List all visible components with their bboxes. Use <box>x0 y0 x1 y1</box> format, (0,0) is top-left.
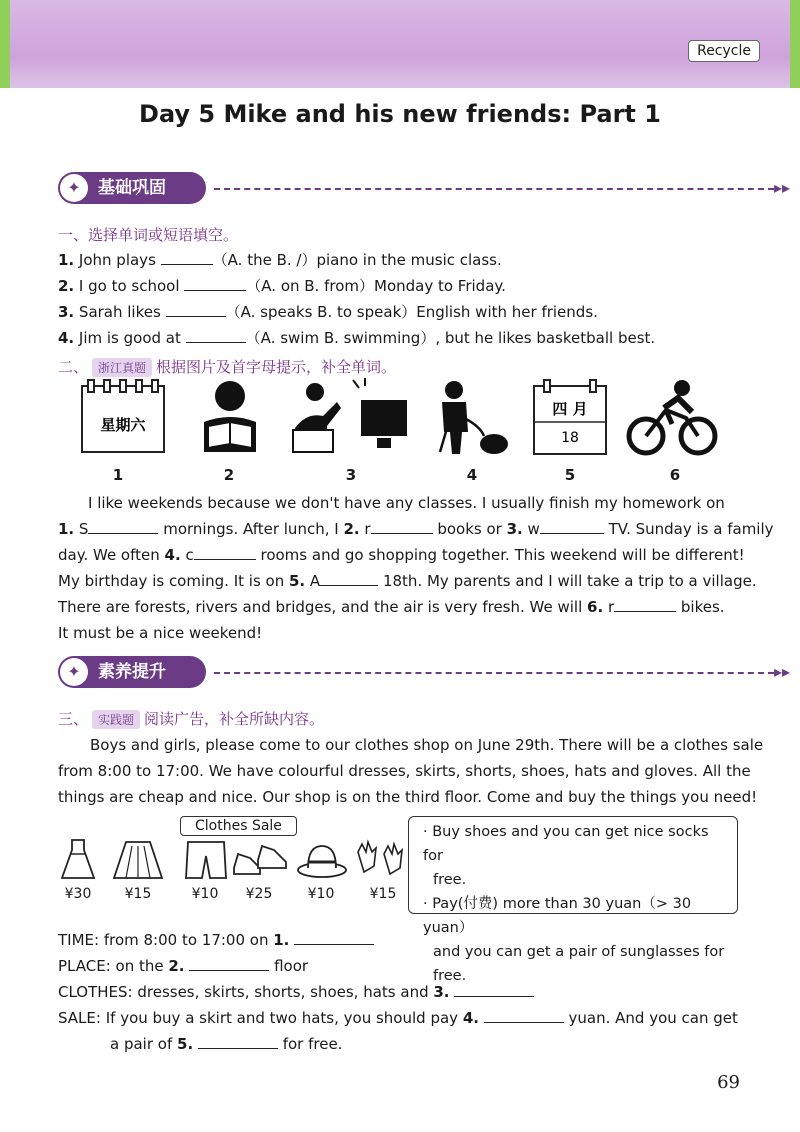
q-number: 3. <box>58 303 75 321</box>
paragraph-line <box>58 542 744 568</box>
lightbulb-icon: ✦ <box>60 658 88 686</box>
header-edge-right <box>790 0 800 88</box>
page-number: 69 <box>717 1072 740 1093</box>
reading-person-icon <box>190 378 270 458</box>
clothes-label: CLOTHES: dresses, skirts, shorts, shoes, hats and <box>58 983 429 1001</box>
paragraph-text: day. We often <box>58 546 160 564</box>
paragraph-text: books or <box>437 520 502 538</box>
sale-label: SALE: If you buy a skirt and two hats, you should pay <box>58 1009 459 1027</box>
question-1 <box>58 249 502 270</box>
picture-number: 3 <box>345 466 357 484</box>
section-basic-label: 基础巩固 <box>98 178 166 198</box>
hat-icon <box>296 838 348 882</box>
ad-line: Boys and girls, please come to our clothes shop on June 29th. There will be a clothes sale <box>90 736 764 754</box>
q-options: （A. the B. /）piano in the music class. <box>212 251 502 269</box>
part3-title: 阅读广告，补全所缺内容。 <box>144 710 325 728</box>
answer-blank[interactable] <box>614 597 676 612</box>
part2-prefix: 二、 <box>58 358 89 376</box>
blank-number: 4. <box>462 1009 479 1027</box>
answer-blank[interactable] <box>484 1008 564 1023</box>
picture-number: 4 <box>466 466 478 484</box>
note-line: free. <box>433 872 467 888</box>
blank-number: 5. <box>177 1035 194 1053</box>
part2-title: 根据图片及首字母提示，补全单词。 <box>156 358 397 376</box>
paragraph-line <box>58 568 757 594</box>
calendar-april-icon <box>530 378 610 458</box>
q-options: （A. swim B. swimming）, but he likes basketball best. <box>245 329 656 347</box>
sale-notes-box <box>408 816 738 984</box>
note-line: and you can get a pair of sunglasses for free. <box>433 944 725 984</box>
answer-blank[interactable] <box>186 328 246 343</box>
paragraph-text: rooms and go shopping together. This weekend will be different! <box>260 546 745 564</box>
place-label: PLACE: on the <box>58 957 164 975</box>
answer-blank[interactable] <box>371 519 433 534</box>
blank-number: 5. <box>289 572 306 590</box>
calendar-icon <box>78 378 168 458</box>
dress-icon <box>58 838 98 882</box>
sale-text: for free. <box>282 1035 343 1053</box>
price-hat: ¥10 <box>307 886 335 902</box>
blank-number: 2. <box>168 957 185 975</box>
part2-paragraph <box>58 490 774 646</box>
picture-number: 1 <box>112 466 124 484</box>
q-text: John plays <box>78 251 156 269</box>
price-skirt: ¥15 <box>124 886 152 902</box>
blank-hint: S <box>78 520 89 538</box>
q-number: 1. <box>58 251 75 269</box>
picture-number: 6 <box>669 466 681 484</box>
paragraph-line <box>58 594 744 620</box>
part3-prefix: 三、 <box>58 710 89 728</box>
practice-tag: 实践题 <box>92 710 140 729</box>
section-improve-label: 素养提升 <box>98 662 166 682</box>
paragraph-text: TV. Sunday is a family <box>608 520 774 538</box>
part3-heading <box>58 708 324 729</box>
answer-blank[interactable] <box>454 982 534 997</box>
header-band <box>0 0 800 88</box>
blank-hint: r <box>607 598 615 616</box>
recycle-tag: Recycle <box>688 40 760 62</box>
price-gloves: ¥15 <box>369 886 397 902</box>
part1-heading: 一、选择单词或短语填空。 <box>58 226 239 244</box>
sale-text: yuan. And you can get <box>568 1009 738 1027</box>
price-shoes: ¥25 <box>245 886 273 902</box>
time-row <box>58 930 374 949</box>
calendar-day-label: 星期六 <box>100 416 146 434</box>
answer-blank[interactable] <box>166 302 226 317</box>
double-arrow-icon: ▸▸ <box>774 662 791 681</box>
answer-blank[interactable] <box>161 250 213 265</box>
answer-blank[interactable] <box>198 1034 278 1049</box>
answer-blank[interactable] <box>189 956 269 971</box>
paragraph-line: I like weekends because we don't have any classes. I usually finish my homework on <box>88 494 725 512</box>
paragraph-line: It must be a nice weekend! <box>58 624 263 642</box>
calendar-month-label: 四 月 <box>552 400 588 418</box>
sale-row <box>58 1008 738 1027</box>
watching-tv-icon <box>285 378 415 458</box>
blank-hint: c <box>185 546 194 564</box>
blank-number: 1. <box>273 931 290 949</box>
note-line: · Buy shoes and you can get nice socks for <box>423 824 709 864</box>
paragraph-text: My birthday is coming. It is on <box>58 572 285 590</box>
paragraph-text: There are forests, rivers and bridges, and the air is very fresh. We will <box>58 598 583 616</box>
header-edge-left <box>0 0 10 88</box>
gloves-icon <box>354 838 406 882</box>
blank-hint: w <box>527 520 540 538</box>
answer-blank[interactable] <box>294 930 374 945</box>
q-text: Jim is good at <box>78 329 181 347</box>
answer-blank[interactable] <box>88 519 158 534</box>
blank-number: 3. <box>506 520 523 538</box>
sale-row-2 <box>110 1034 342 1053</box>
answer-blank[interactable] <box>184 276 246 291</box>
double-arrow-icon: ▸▸ <box>774 178 791 197</box>
advertisement-text <box>58 732 764 810</box>
blank-hint: r <box>364 520 371 538</box>
cycling-icon <box>624 378 720 458</box>
dashed-divider <box>214 188 774 190</box>
q-text: I go to school <box>78 277 180 295</box>
question-3 <box>58 301 598 322</box>
question-2 <box>58 275 506 296</box>
picture-number: 5 <box>564 466 576 484</box>
sale-text: a pair of <box>110 1035 173 1053</box>
q-number: 4. <box>58 329 75 347</box>
price-shorts: ¥10 <box>191 886 219 902</box>
vacuuming-icon <box>432 378 512 458</box>
paragraph-text: bikes. <box>680 598 725 616</box>
place-suffix: floor <box>274 957 309 975</box>
part2-heading <box>58 356 396 377</box>
q-options: （A. speaks B. to speak）English with her friends. <box>225 303 598 321</box>
question-4 <box>58 327 655 348</box>
blank-hint: A <box>309 572 321 590</box>
skirt-icon <box>112 838 164 882</box>
blank-number: 2. <box>343 520 360 538</box>
paragraph-line <box>58 516 774 542</box>
q-text: Sarah likes <box>78 303 161 321</box>
blank-number: 6. <box>587 598 604 616</box>
picture-number: 2 <box>223 466 235 484</box>
blank-number: 1. <box>58 520 75 538</box>
answer-blank[interactable] <box>320 571 378 586</box>
paragraph-text: mornings. After lunch, I <box>163 520 339 538</box>
blank-number: 3. <box>433 983 450 1001</box>
lightbulb-icon: ✦ <box>60 174 88 202</box>
shoes-icon <box>232 838 288 882</box>
exam-tag: 浙江真题 <box>92 358 152 377</box>
ad-line: from 8:00 to 17:00. We have colourful dresses, skirts, shorts, shoes, hats and gloves. All the <box>58 762 751 780</box>
time-label: TIME: from 8:00 to 17:00 on <box>58 931 269 949</box>
answer-blank[interactable] <box>194 545 256 560</box>
price-dress: ¥30 <box>64 886 92 902</box>
ad-line: things are cheap and nice. Our shop is on the third floor. Come and buy the things you need! <box>58 788 758 806</box>
note-line: · Pay(付费) more than 30 yuan（> 30 yuan） <box>423 896 692 936</box>
q-number: 2. <box>58 277 75 295</box>
calendar-date-label: 18 <box>561 430 579 446</box>
answer-blank[interactable] <box>540 519 604 534</box>
dashed-divider <box>214 672 774 674</box>
shorts-icon <box>184 838 228 882</box>
clothes-sale-label: Clothes Sale <box>180 816 297 836</box>
clothes-row <box>58 982 534 1001</box>
place-row <box>58 956 308 975</box>
paragraph-text: 18th. My parents and I will take a trip to a village. <box>382 572 757 590</box>
q-options: （A. on B. from）Monday to Friday. <box>246 277 506 295</box>
page-title: Day 5 Mike and his new friends: Part 1 <box>139 100 661 128</box>
blank-number: 4. <box>164 546 181 564</box>
